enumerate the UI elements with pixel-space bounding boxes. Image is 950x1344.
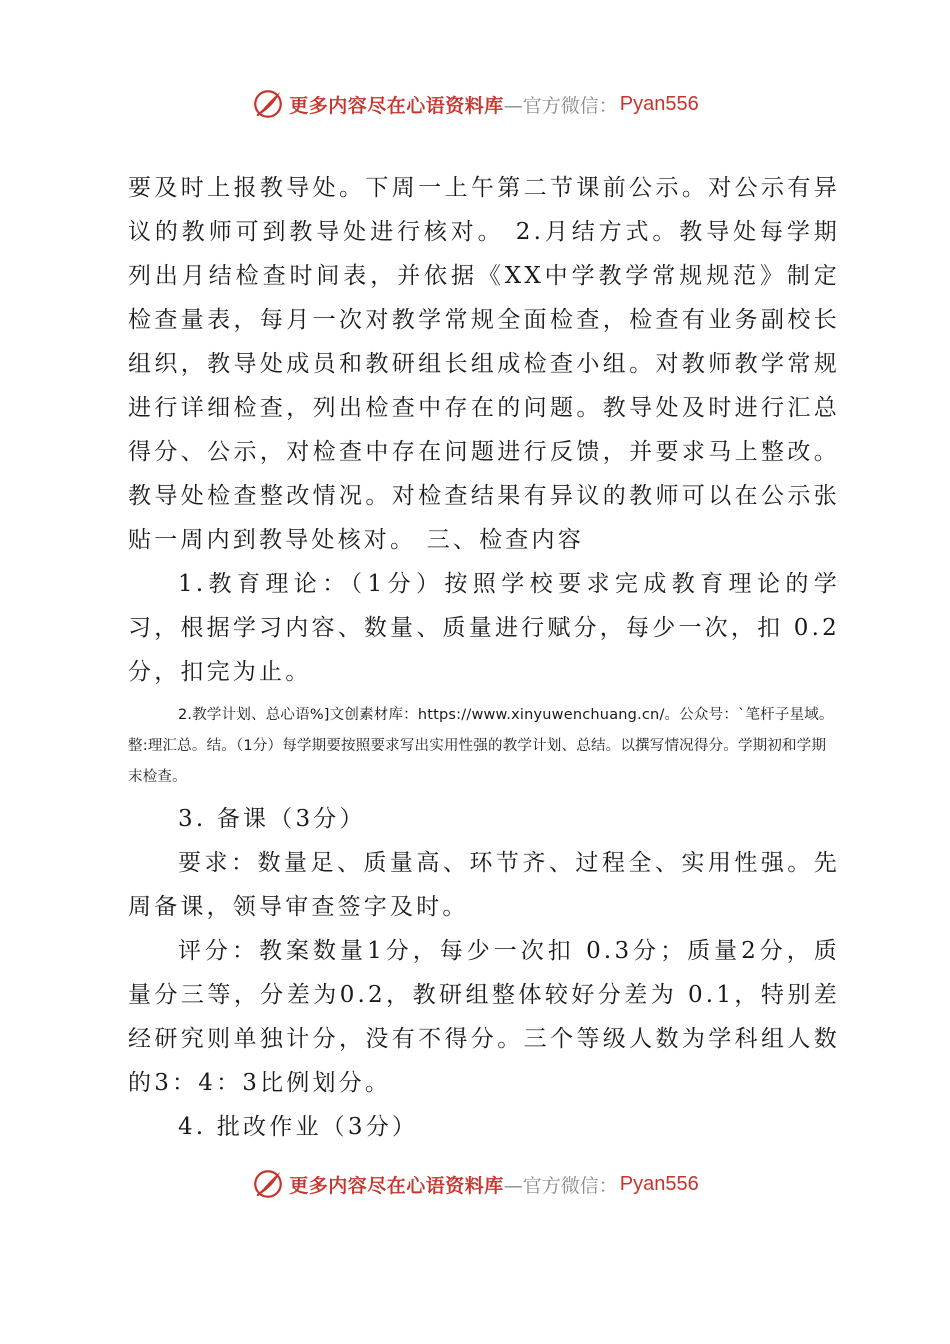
heading-homework-grading: 4. 批改作业（3分） [178,1114,419,1140]
footer-brand-text: 更多内容尽在心语资料库 [289,1174,504,1197]
footer-banner [0,1164,950,1204]
header-brand-text: 更多内容尽在心语资料库 [289,94,504,117]
heading-lesson-prep: 3. 备课（3分） [178,806,366,832]
paragraph-scoring: 评分：教案数量1分，每少一次扣 0.3分；质量2分，质量分三等，分差为0.2，教研组整体较好分差为 0.1，特别差经研究则单独计分，没有不得分。三个等级人数为学科组人数的3：4：3比例划分。 [128,938,840,1096]
header-wechat-account: Pyan556 [619,92,699,115]
footer-separator-text: —官方微信： [503,1174,618,1197]
quill-pen-logo-icon [251,87,285,121]
paragraph-teaching-plan: 2.教学计划、总心语%]文创素材库：https://www.xinyuwenchuang.cn/。公众号：`笔杆子星域。整:理汇总。结。（1分）每学期要按照要求写出实用性强的教学计划、总结。以撰写情况得分。学期初和学期末检查。 [128,707,834,785]
header-banner [0,84,950,124]
quill-pen-logo-icon [251,1167,285,1201]
document-body [128,166,840,1149]
paragraph-monthly-check: 要及时上报教导处。下周一上午第二节课前公示。对公示有异议的教师可到教导处进行核对。 2.月结方式。教导处每学期列出月结检查时间表，并依据《XX中学教学常规规范》制定检查量表，每月一次对教学常规全面检查，检查有业务副校长组织，教导处成员和教研组长组成检查小组。对教师教学常规进行详细检查，列出检查中存在的问题。教导处及时进行汇总得分、公示，对检查中存在问题进行反馈，并要求马上整改。教导处检查整改情况。对检查结果有异议的教师可以在公示张贴一周内到教导处核对。 三、检查内容 [128,175,840,553]
paragraph-requirements: 要求：数量足、质量高、环节齐、过程全、实用性强。先周备课，领导审查签字及时。 [128,850,840,920]
footer-wechat-account: Pyan556 [619,1172,699,1195]
header-separator-text: —官方微信： [503,94,618,117]
paragraph-education-theory: 1.教育理论：（1分）按照学校要求完成教育理论的学习，根据学习内容、数量、质量进行赋分，每少一次，扣 0.2分，扣完为止。 [128,571,840,685]
